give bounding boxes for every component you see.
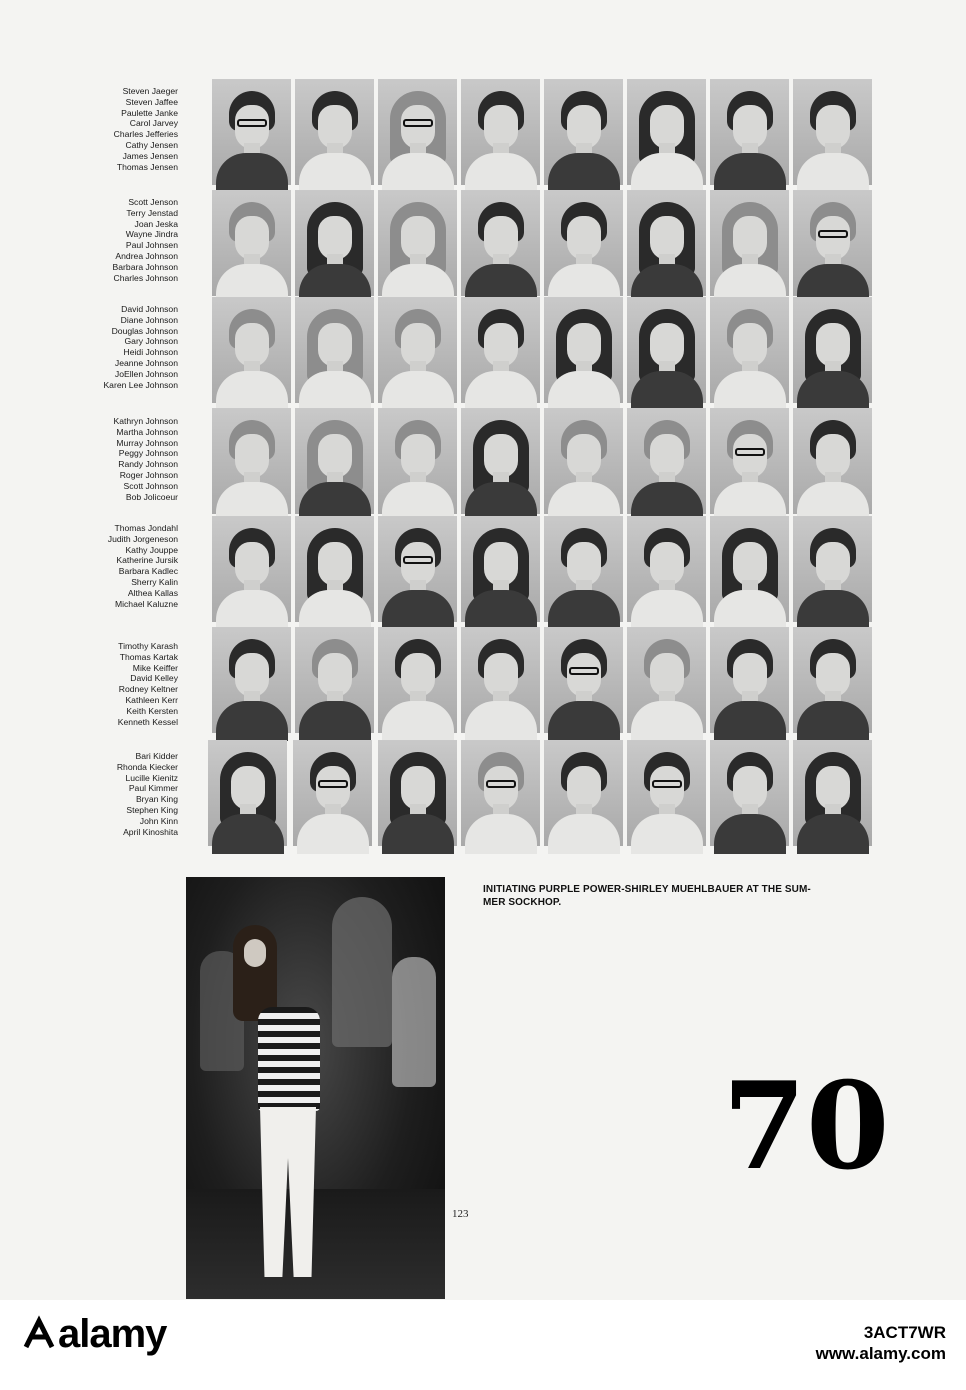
student-name: Andrea Johnson — [115, 250, 178, 261]
student-portrait — [627, 516, 706, 622]
student-name: David Kelley — [130, 673, 178, 684]
alamy-logo — [22, 1312, 166, 1357]
alamy-url: www.alamy.com — [815, 1344, 946, 1363]
student-portrait — [461, 740, 540, 846]
student-portrait — [627, 79, 706, 185]
student-name: Kathy Jouppe — [125, 544, 178, 555]
name-list — [60, 416, 178, 502]
student-name: Karen Lee Johnson — [103, 379, 178, 390]
student-name: Thomas Jondahl — [114, 523, 178, 533]
student-portrait — [461, 408, 540, 514]
student-name: Barbara Johnson — [112, 261, 178, 272]
student-portrait — [793, 408, 872, 514]
student-portrait — [212, 190, 291, 296]
student-portrait — [461, 516, 540, 622]
student-name: Barbara Kadlec — [118, 566, 178, 577]
student-portrait — [710, 79, 789, 185]
student-name: Kathleen Kerr — [125, 694, 178, 705]
name-list — [60, 86, 178, 172]
student-name: Douglas Johnson — [111, 325, 178, 336]
emblem-numeral: 70 — [722, 1056, 890, 1197]
name-list — [60, 641, 178, 727]
student-portrait — [544, 190, 623, 296]
student-portrait — [627, 740, 706, 846]
student-name: Althea Kallas — [127, 587, 178, 598]
student-name: David Johnson — [121, 304, 178, 314]
student-portrait — [627, 297, 706, 403]
student-portrait — [544, 627, 623, 733]
image-id: 3ACT7WR — [863, 1323, 946, 1342]
student-name: Stephen King — [126, 804, 178, 815]
student-name: Joan Jeska — [134, 218, 178, 229]
student-portrait — [710, 408, 789, 514]
caption-line: INITIATING PURPLE POWER-SHIRLEY MUEHLBAUER AT THE SUM- — [483, 884, 811, 895]
student-portrait — [212, 627, 291, 733]
student-portrait — [378, 516, 457, 622]
student-name: Lucille Kienitz — [125, 772, 178, 783]
student-name: Charles Johnson — [113, 272, 178, 283]
student-portrait — [208, 740, 287, 846]
student-portrait — [378, 408, 457, 514]
student-name: Heidi Johnson — [123, 347, 178, 358]
student-name: Wayne Jindra — [125, 229, 178, 240]
student-portrait — [295, 297, 374, 403]
student-name: Bryan King — [135, 794, 178, 805]
student-name: Peggy Johnson — [118, 448, 178, 459]
student-portrait — [793, 627, 872, 733]
name-list — [60, 304, 178, 390]
student-portrait — [378, 627, 457, 733]
class-70-emblem — [722, 1056, 890, 1197]
student-portrait — [461, 297, 540, 403]
student-name: Martha Johnson — [116, 426, 178, 437]
student-portrait — [793, 79, 872, 185]
student-name: Paul Johnsen — [125, 240, 178, 251]
name-list — [60, 197, 178, 283]
image-id-block — [816, 1322, 946, 1364]
student-name: Charles Jefferies — [113, 129, 178, 140]
student-name: Steven Jaeger — [122, 86, 178, 96]
alamy-logo-icon — [22, 1317, 56, 1351]
student-portrait — [793, 740, 872, 846]
student-name: Rhonda Kiecker — [116, 761, 178, 772]
student-name: Roger Johnson — [119, 469, 178, 480]
student-portrait — [627, 627, 706, 733]
student-portrait — [793, 516, 872, 622]
student-portrait — [212, 516, 291, 622]
student-name: Mike Keiffer — [132, 662, 178, 673]
student-portrait — [212, 79, 291, 185]
alamy-wordmark: alamy — [58, 1312, 167, 1356]
photo-caption — [483, 884, 883, 909]
name-list — [60, 523, 178, 609]
student-portrait — [461, 627, 540, 733]
student-name: Kenneth Kessel — [117, 716, 178, 727]
student-portrait — [378, 79, 457, 185]
student-portrait — [710, 740, 789, 846]
student-portrait — [627, 190, 706, 296]
student-portrait — [544, 740, 623, 846]
student-portrait — [544, 408, 623, 514]
student-name: Terry Jenstad — [126, 207, 178, 218]
student-name: Rodney Keltner — [118, 684, 178, 695]
student-portrait — [544, 516, 623, 622]
student-name: Randy Johnson — [118, 459, 178, 470]
student-name: Judith Jorgeneson — [107, 533, 178, 544]
student-name: Jeanne Johnson — [114, 357, 178, 368]
student-portrait — [544, 79, 623, 185]
student-portrait — [710, 627, 789, 733]
student-portrait — [710, 190, 789, 296]
student-name: Scott Jenson — [128, 197, 178, 207]
student-portrait — [295, 79, 374, 185]
student-portrait — [295, 408, 374, 514]
student-portrait — [212, 408, 291, 514]
student-portrait — [378, 190, 457, 296]
student-name: Kathryn Johnson — [113, 416, 178, 426]
student-portrait — [710, 297, 789, 403]
student-name: Steven Jaffee — [125, 96, 178, 107]
student-name: Thomas Jensen — [116, 161, 178, 172]
student-portrait — [378, 740, 457, 846]
student-name: Gary Johnson — [124, 336, 178, 347]
student-name: Carol Jarvey — [129, 118, 178, 129]
student-name: April Kinoshita — [123, 826, 178, 837]
student-name: Timothy Karash — [118, 641, 178, 651]
name-list — [60, 751, 178, 837]
student-name: Paul Kimmer — [128, 783, 178, 794]
student-portrait — [295, 190, 374, 296]
student-name: Murray Johnson — [116, 437, 178, 448]
student-name: Thomas Kartak — [119, 651, 178, 662]
student-portrait — [461, 190, 540, 296]
student-name: JoEllen Johnson — [114, 368, 178, 379]
student-portrait — [793, 297, 872, 403]
student-portrait — [710, 516, 789, 622]
student-name: Keith Kersten — [126, 705, 178, 716]
student-portrait — [793, 190, 872, 296]
student-portrait — [461, 79, 540, 185]
student-name: Diane Johnson — [120, 314, 178, 325]
student-name: Scott Johnson — [123, 480, 178, 491]
student-name: Cathy Jensen — [125, 139, 178, 150]
student-portrait — [212, 297, 291, 403]
student-name: Paulette Janke — [121, 107, 178, 118]
student-portrait — [295, 627, 374, 733]
student-portrait — [293, 740, 372, 846]
student-portrait — [378, 297, 457, 403]
page-number: 123 — [452, 1208, 469, 1220]
student-name: Bob Jolicoeur — [125, 491, 178, 502]
student-portrait — [544, 297, 623, 403]
student-name: Bari Kidder — [135, 751, 178, 761]
student-name: Michael Kaluzne — [114, 598, 178, 609]
student-name: Sherry Kalin — [131, 576, 178, 587]
student-name: John Kinn — [139, 815, 178, 826]
student-portrait — [627, 408, 706, 514]
student-name: James Jensen — [122, 150, 178, 161]
student-name: Katherine Jursik — [116, 555, 178, 566]
student-portrait — [295, 516, 374, 622]
caption-line: MER SOCKHOP. — [483, 896, 562, 908]
sockhop-photo — [186, 877, 445, 1299]
